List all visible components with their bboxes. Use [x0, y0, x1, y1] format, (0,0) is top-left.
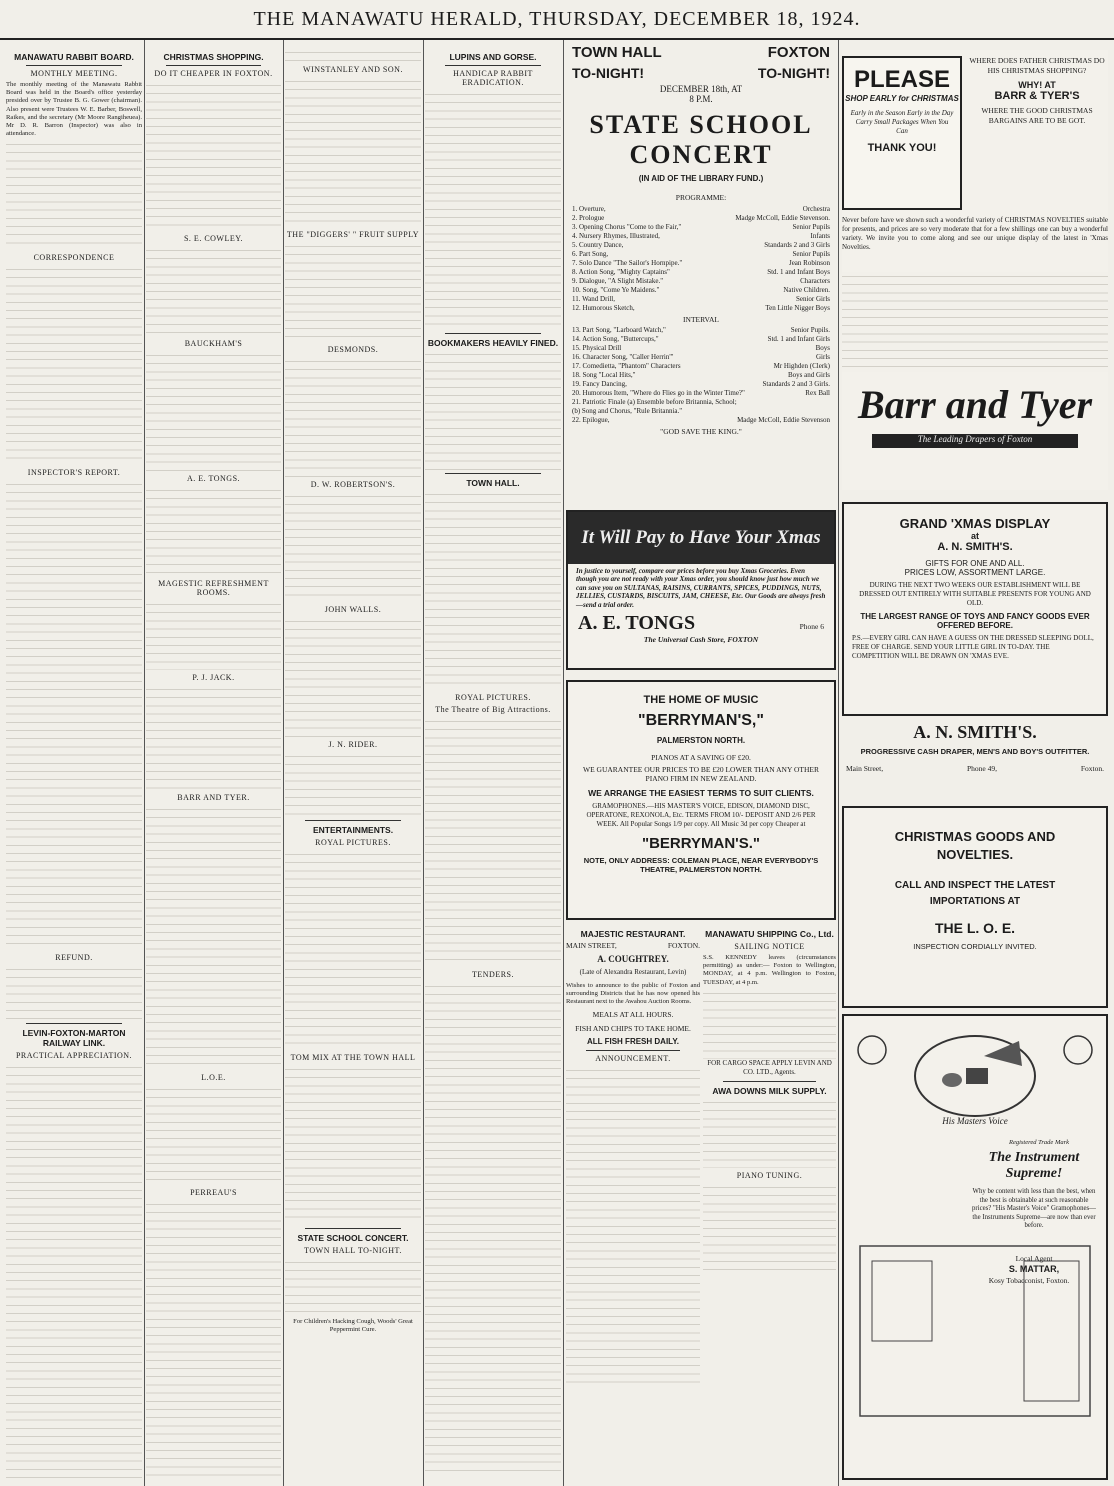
dog-icon	[942, 1073, 962, 1087]
article-text-block	[146, 351, 281, 471]
headline: CHRISTMAS SHOPPING.	[163, 52, 264, 62]
article-text-block	[285, 492, 421, 602]
programme-item-performer: Senior Pupils	[792, 249, 830, 258]
shipping-body: S.S. KENNEDY leaves (circumstances permitting) as under:— Foxton to Wellington, MONDAY, at 4 p.m. Wellington to Foxton, TUESDAY, at 4 p.m.	[703, 954, 836, 986]
headline: LEVIN-FOXTON-MARTON RAILWAY LINK.	[22, 1028, 126, 1049]
divider	[26, 1023, 122, 1024]
thank-you: THANK YOU!	[867, 142, 937, 154]
subheading: ROYAL PICTURES.	[455, 693, 531, 702]
smith-street: Main Street,	[846, 764, 884, 773]
loe-title: CHRISTMAS GOODS AND NOVELTIES.	[894, 829, 1056, 862]
tongs-body: In justice to yourself, compare our prices before you buy Xmas Groceries. Even though you are not ready with your Xmas order, you should know just how much we can save you on SULTANAS, RAISINS, CURRANTS, SPICES, PUDDINGS, NUTS, JELLIES, CUSTARDS, BISCUITS, JAM, CHEESE, Etc. Our Goods are always fresh—send a trial order.	[576, 567, 826, 609]
subheading: HANDICAP RABBIT ERADICATION.	[453, 69, 533, 87]
programme-item-title: 15. Physical Drill	[572, 344, 622, 352]
subheading: ROYAL PICTURES.	[315, 838, 391, 847]
programme-item-title: 7. Solo Dance "The Sailor's Hornpipe."	[572, 258, 683, 267]
article-text-block	[6, 965, 142, 1020]
programme-item-title: 10. Song, "Come Ye Maidens."	[572, 285, 660, 294]
hmv-name: S. MATTAR,	[1008, 1264, 1060, 1274]
tongs-tagline: The Universal Cash Store, FOXTON	[643, 635, 759, 645]
programme-item	[572, 268, 830, 277]
smith-phone: Phone 49,	[966, 764, 997, 773]
subheading: L.O.E.	[201, 1073, 226, 1082]
column-1	[6, 48, 142, 1478]
subheading: INSPECTOR'S REPORT.	[27, 468, 121, 478]
shipping-title: MANAWATU SHIPPING Co., Ltd.	[705, 929, 834, 939]
programme-item	[572, 295, 830, 304]
tongs-banner: It Will Pay to Have Your Xmas	[568, 512, 834, 564]
programme-interval: INTERVAL	[683, 314, 719, 324]
column-rule	[838, 40, 839, 1486]
programme-item-title: (b) Song and Chorus, "Rule Britannia."	[572, 407, 683, 415]
programme-item-performer: Ten Little Nigger Boys	[765, 303, 830, 312]
loe-invite: INSPECTION CORDIALLY INVITED.	[913, 942, 1037, 951]
programme-item-title: 17. Comedietta, "Phantom" Characters	[572, 362, 681, 370]
majestic-fresh: ALL FISH FRESH DAILY.	[586, 1037, 679, 1047]
article-text-block	[425, 717, 561, 967]
barr-question: WHERE DOES FATHER CHRISTMAS DO HIS CHRISTMAS SHOPPING?	[969, 56, 1105, 75]
subheading: DO IT CHEAPER IN FOXTON.	[154, 69, 273, 78]
programme-item-performer: Standards 2 and 3 Girls.	[762, 380, 830, 388]
shop-early: SHOP EARLY for CHRISTMAS	[845, 94, 959, 103]
subheading: The Theatre of Big Attractions.	[435, 705, 551, 714]
article-text-block	[285, 752, 421, 817]
majestic-owner: A. COUGHTREY.	[597, 953, 669, 964]
programme-item-performer: Senior Pupils	[792, 222, 830, 231]
programme-item-title: 11. Wand Drill,	[572, 294, 615, 303]
smith-town: Foxton.	[1080, 764, 1104, 773]
gramophone-horn-icon	[984, 1041, 1022, 1066]
divider	[305, 1228, 401, 1229]
majestic-body: Wishes to announce to the public of Foxton and surrounding Districts that he has now opened his Restaurant next to the Awahou Auction Rooms.	[566, 981, 700, 1005]
subheading: S. E. COWLEY.	[183, 234, 244, 243]
barr-where: WHERE THE GOOD CHRISTMAS BARGAINS ARE TO BE GOT.	[981, 106, 1093, 125]
programme-item	[572, 241, 830, 250]
programme-item	[572, 205, 830, 214]
programme-item	[572, 398, 830, 407]
article-text: The monthly meeting of the Manawatu Rabbit Board was held in the Board's office yesterday presided over by Trustee B. G. Gower (chairman). Also present were Trustees W. E. Barber, Boswell, Raikes, and the secretary (Mr Moore Rangiheuea). Mr D. R. Barron (Inspector) was also in attendance.	[6, 81, 142, 138]
concert-time: 8 P.M.	[689, 93, 713, 104]
subheading: D. W. ROBERTSON'S.	[310, 480, 396, 489]
concert-title-2: CONCERT	[629, 140, 773, 169]
programme-item-performer: Rex Ball	[805, 389, 830, 397]
programme-item-title: 3. Opening Chorus "Come to the Fair,"	[572, 222, 682, 231]
majestic-meals: MEALS AT ALL HOURS.	[592, 1010, 674, 1020]
subheading: J. N. RIDER.	[328, 740, 378, 749]
article-text-block	[425, 350, 561, 470]
berryman-note: NOTE, ONLY ADDRESS: COLEMAN PLACE, NEAR EVERYBODY'S THEATRE, PALMERSTON NORTH.	[583, 855, 819, 874]
subheading: WINSTANLEY AND SON.	[303, 65, 403, 74]
programme-item-performer: Madge McColl, Eddie Stevenson.	[735, 213, 830, 222]
berryman-place: PALMERSTON NORTH.	[656, 736, 746, 745]
masthead-text: THE MANAWATU HERALD, THURSDAY, DECEMBER 18, 1924.	[253, 8, 861, 30]
programme-item	[572, 371, 830, 380]
subheading: TOM MIX AT THE TOWN HALL	[290, 1053, 416, 1062]
berryman-name-2: "BERRYMAN'S."	[641, 834, 761, 852]
awa-heading: AWA DOWNS MILK SUPPLY.	[712, 1085, 827, 1096]
smith-ps: P.S.—EVERY GIRL CAN HAVE A GUESS ON THE DRESSED SLEEPING DOLL, FREE OF CHARGE. SEND YOUR LITTLE GIRL IN TO-DAY. THE COMPETITION WILL BE DRAWN ON 'XMAS EVE.	[852, 634, 1094, 660]
programme-item-performer: Jean Robinson	[788, 258, 830, 267]
programme-list	[566, 203, 836, 315]
programme-item-title: 6. Part Song,	[572, 249, 609, 258]
headline: STATE SCHOOL CONCERT.	[297, 1233, 409, 1243]
tongs-phone: Phone 6	[799, 622, 824, 632]
hmv-advert	[842, 1014, 1108, 1480]
gramophone-box-icon	[966, 1068, 988, 1084]
programme-item-title: 2. Prologue	[572, 213, 605, 222]
article-text-block	[146, 805, 281, 1070]
article-text-block	[425, 982, 561, 1478]
barr-why: WHY! AT	[1018, 80, 1056, 90]
berryman-advert	[566, 680, 836, 920]
loe-name: THE L. O. E.	[934, 920, 1016, 936]
loe-call: CALL AND INSPECT THE LATEST IMPORTATIONS AT	[894, 880, 1056, 907]
programme-item-title: 9. Dialogue, "A Slight Mistake."	[572, 276, 664, 285]
majestic-street: MAIN STREET,	[566, 941, 617, 950]
programme-item-performer: Std. 1 and Infant Girls	[767, 335, 830, 343]
subheading: MONTHLY MEETING.	[30, 69, 118, 78]
programme-item	[572, 250, 830, 259]
programme-item	[572, 362, 830, 371]
programme-item-title: 18. Song "Local Hits,"	[572, 371, 636, 379]
programme-item	[572, 232, 830, 241]
programme-item-performer: Standards 2 and 3 Girls	[764, 240, 830, 249]
barr-body: Never before have we shown such a wonderful variety of CHRISTMAS NOVELTIES suitable for presents, and prices are so very moderate that for a few shillings one can buy a wonderful variety. We invite you to come along and see our unique display of the latest in 'Xmas Novelties.	[842, 216, 1108, 251]
announcement-heading: ANNOUNCEMENT.	[595, 1054, 671, 1064]
article-text-block	[285, 48, 421, 62]
berryman-name: "BERRYMAN'S,"	[638, 712, 764, 729]
programme-item	[572, 389, 830, 398]
divider	[445, 473, 541, 474]
article-text-block	[285, 850, 421, 1050]
programme-item-title: 12. Humorous Sketch,	[572, 303, 635, 312]
subheading: BARR AND TYER.	[177, 793, 250, 802]
programme-item-title: 14. Action Song, "Buttercups,"	[572, 335, 659, 343]
smith-gifts: GIFTS FOR ONE AND ALL.	[925, 559, 1025, 568]
classified-text-block	[703, 1098, 836, 1168]
majestic-title: MAJESTIC RESTAURANT.	[580, 929, 686, 939]
subheading: REFUND.	[55, 953, 93, 963]
berryman-guarantee: WE GUARANTEE OUR PRICES TO BE £20 LOWER THAN ANY OTHER PIANO FIRM IN NEW ZEALAND.	[583, 764, 819, 783]
programme-item-title: 4. Nursery Rhymes, Illustrated,	[572, 231, 660, 240]
programme-heading: PROGRAMME:	[675, 193, 727, 202]
programme-item-title: 22. Epilogue,	[572, 416, 610, 424]
programme-item	[572, 214, 830, 223]
classified-text-block	[703, 989, 836, 1059]
programme-item-performer: Senior Pupils.	[790, 326, 830, 334]
smith-name: A. N. SMITH'S.	[937, 541, 1013, 553]
headline: ENTERTAINMENTS.	[312, 825, 394, 835]
programme-item	[572, 326, 830, 335]
smith-largest: THE LARGEST RANGE OF TOYS AND FANCY GOODS EVER OFFERED BEFORE.	[860, 612, 1090, 630]
classified-text-block	[703, 1183, 836, 1273]
masthead	[0, 8, 1114, 40]
article-text-block	[6, 1063, 142, 1478]
programme-item-title: 20. Humorous Item, "Where do Flies go in the Winter Time?"	[572, 389, 745, 397]
divider	[586, 1050, 680, 1051]
barr-tagline: The Leading Drapers of Foxton	[872, 434, 1078, 448]
column-rule	[283, 40, 284, 1486]
barr-tyer-advert	[842, 50, 1108, 490]
article-text-block	[6, 480, 142, 950]
royal-crest-icon	[858, 1036, 886, 1064]
programme-item	[572, 380, 830, 389]
programme-item-performer: Madge McColl, Eddie Stevenson	[737, 416, 830, 424]
article-text-block	[146, 486, 281, 576]
programme-item	[572, 407, 830, 416]
article-text-block	[146, 600, 281, 670]
loe-advert	[842, 806, 1108, 1008]
column-3	[285, 48, 421, 1478]
hmv-place: Kosy Tobacconist, Foxton.	[988, 1276, 1070, 1285]
programme-king: "GOD SAVE THE KING."	[660, 427, 742, 436]
majestic-column	[566, 925, 700, 1480]
divider	[723, 1081, 816, 1082]
programme-item	[572, 259, 830, 268]
berryman-terms: WE ARRANGE THE EASIEST TERMS TO SUIT CLIENTS.	[588, 787, 814, 798]
majestic-late: (Late of Alexandra Restaurant, Levin)	[579, 968, 687, 976]
gramophone-model-icon	[872, 1261, 932, 1341]
article-text-block	[146, 246, 281, 336]
subheading: THE "DIGGERS' " FRUIT SUPPLY	[286, 230, 420, 239]
programme-item-title: 13. Part Song, "Larboard Watch,"	[572, 326, 666, 334]
hmv-tm: Registered Trade Mark	[1008, 1139, 1070, 1146]
subheading: P. J. JACK.	[192, 673, 235, 682]
article-text-block	[285, 77, 421, 227]
concert-venue: TOWN HALL	[572, 44, 662, 61]
smith-footer	[842, 722, 1108, 802]
programme-item-performer: Boys and Girls	[788, 371, 830, 379]
smith-prices: PRICES LOW, ASSORTMENT LARGE.	[904, 568, 1046, 577]
programme-item	[572, 286, 830, 295]
column-rule	[144, 40, 145, 1486]
please-text: PLEASE	[853, 66, 951, 93]
column-rule	[563, 40, 564, 1486]
divider	[166, 65, 261, 66]
programme-item-performer: Native Children.	[783, 285, 830, 294]
please-lines: Early in the Season Early in the Day Carry Small Packages When You Can	[850, 109, 954, 135]
divider	[26, 65, 122, 66]
headline: MANAWATU RABBIT BOARD.	[14, 52, 134, 62]
hmv-logo: His Masters Voice	[942, 1116, 1008, 1126]
smith-name-2: A. N. SMITH'S.	[913, 722, 1037, 742]
piano-heading: PIANO TUNING.	[736, 1170, 803, 1180]
programme-item	[572, 353, 830, 362]
article-text-block	[425, 90, 561, 330]
shipping-agents: FOR CARGO SPACE APPLY LEVIN AND CO. LTD., Agents.	[707, 1058, 832, 1077]
smith-body: DURING THE NEXT TWO WEEKS OUR ESTABLISHMENT WILL BE DRESSED OUT ENTIRELY WITH SUITABLE PRESENTS FOR YOUNG AND OLD.	[859, 581, 1091, 607]
programme-item	[572, 344, 830, 353]
barr-text-block	[842, 272, 1108, 372]
concert-date: DECEMBER 18th, AT	[659, 84, 743, 94]
subheading: MAGESTIC REFRESHMENT ROOMS.	[158, 579, 269, 597]
programme-item-title: 8. Action Song, "Mighty Captains"	[572, 267, 670, 276]
article-text-block	[146, 1085, 281, 1185]
tongs-advert	[566, 510, 836, 670]
programme-item	[572, 416, 830, 425]
programme-item-title: 1. Overture,	[572, 204, 606, 213]
hmv-body: Why be content with less than the best, when the best is obtainable at such reasonable prices? "His Master's Voice" Gramophones—the Instruments Supreme—are now than ever before.	[972, 1188, 1096, 1229]
berryman-title: THE HOME OF MUSIC	[643, 694, 759, 706]
berryman-pianos: PIANOS AT A SAVING OF £20.	[651, 753, 751, 762]
programme-item-performer: Senior Girls	[795, 294, 830, 303]
programme-item-performer: Orchestra	[802, 204, 830, 213]
shipping-sub: SAILING NOTICE	[734, 942, 805, 951]
headline: BOOKMAKERS HEAVILY FINED.	[427, 338, 559, 348]
article-text-block	[285, 617, 421, 737]
programme-item	[572, 304, 830, 313]
shipping-column	[703, 925, 836, 1480]
article-text-block	[425, 490, 561, 690]
divider	[305, 820, 401, 821]
headline: LUPINS AND GORSE.	[449, 52, 537, 62]
smith-prog: PROGRESSIVE CASH DRAPER, MEN'S AND BOY'S OUTFITTER.	[860, 747, 1090, 756]
subheading: CORRESPONDENCE	[33, 253, 115, 263]
programme-item	[572, 335, 830, 344]
barr-name: BARR & TYER'S	[994, 90, 1080, 102]
programme-item-performer: Girls	[816, 353, 830, 361]
please-panel	[842, 56, 962, 210]
article-text-block	[6, 140, 142, 250]
article-text-block	[6, 265, 142, 465]
smith-at: at	[970, 531, 979, 541]
concert-tonight-left: TO-NIGHT!	[572, 65, 645, 81]
programme-item-performer: Infants	[810, 231, 830, 240]
article-text-block	[285, 1065, 421, 1225]
concert-tonight-right: TO-NIGHT!	[757, 65, 830, 81]
article-text-block	[285, 242, 421, 342]
subheading: PERREAU'S	[190, 1188, 237, 1197]
hmv-title: The Instrument Supreme!	[988, 1150, 1080, 1181]
programme-item	[572, 223, 830, 232]
column-4	[425, 48, 561, 1478]
programme-item-title: 5. Country Dance,	[572, 240, 624, 249]
tongs-name: A. E. TONGS	[578, 612, 696, 635]
berryman-gramophones: GRAMOPHONES.—HIS MASTER'S VOICE, EDISON, DIAMOND DISC, OPERATONE, REXONOLA, Etc. TERMS FROM 10/- DEPOSIT AND 2/6 PER WEEK. All Popular Songs 1/9 per copy. All Music 3d per copy Cheaper at	[586, 801, 816, 828]
programme-item-performer: Characters	[800, 276, 830, 285]
divider	[445, 65, 541, 66]
column-rule	[423, 40, 424, 1486]
article-text-block	[146, 685, 281, 790]
subheading: PRACTICAL APPRECIATION.	[15, 1051, 133, 1061]
programme-item-performer: Boys	[815, 344, 830, 352]
subheading: TOWN HALL TO-NIGHT.	[304, 1246, 402, 1255]
subheading: A. E. TONGS.	[186, 474, 241, 483]
programme-item-title: 19. Fancy Dancing,	[572, 380, 627, 388]
concert-aid: (IN AID OF THE LIBRARY FUND.)	[638, 174, 764, 183]
article-text-block	[146, 81, 281, 231]
majestic-town: FOXTON.	[667, 941, 700, 950]
programme-item-performer: Std. 1 and Infant Boys	[767, 267, 830, 276]
article-text-block	[285, 357, 421, 477]
programme-item-title: 21. Patriotic Finale (a) Ensemble before Britannia, School;	[572, 398, 737, 406]
subheading: TENDERS.	[472, 970, 514, 979]
majestic-fish: FISH AND CHIPS TO TAKE HOME.	[575, 1023, 691, 1033]
subheading: BAUCKHAM'S	[184, 339, 243, 348]
barr-logo: Barr and Tyer	[857, 382, 1093, 427]
concert-town: FOXTON	[767, 44, 830, 61]
subheading: JOHN WALLS.	[324, 605, 382, 614]
smith-title: GRAND 'XMAS DISPLAY	[899, 516, 1051, 531]
divider	[445, 333, 541, 334]
hmv-agent: Local Agent	[1015, 1254, 1053, 1263]
article-text-block	[146, 1200, 281, 1478]
column-2	[146, 48, 281, 1478]
programme-item-performer: Mr Highden (Clerk)	[773, 362, 830, 370]
article-text-block	[285, 1258, 421, 1318]
hmv-illustration	[844, 1016, 1106, 1478]
concert-title-1: STATE SCHOOL	[589, 110, 813, 139]
smith-advert	[842, 502, 1108, 716]
royal-crest-icon	[1064, 1036, 1092, 1064]
classified-text-block	[566, 1066, 700, 1386]
programme-item-title: 16. Character Song, "Caller Herrin'"	[572, 353, 674, 361]
subheading: DESMONDS.	[327, 345, 379, 354]
programme-item	[572, 277, 830, 286]
programme-list-2	[566, 324, 836, 427]
headline: TOWN HALL.	[466, 478, 520, 488]
concert-advert	[566, 44, 836, 506]
advert-line: For Children's Hacking Cough, Woods' Great Peppermint Cure.	[293, 1318, 413, 1334]
